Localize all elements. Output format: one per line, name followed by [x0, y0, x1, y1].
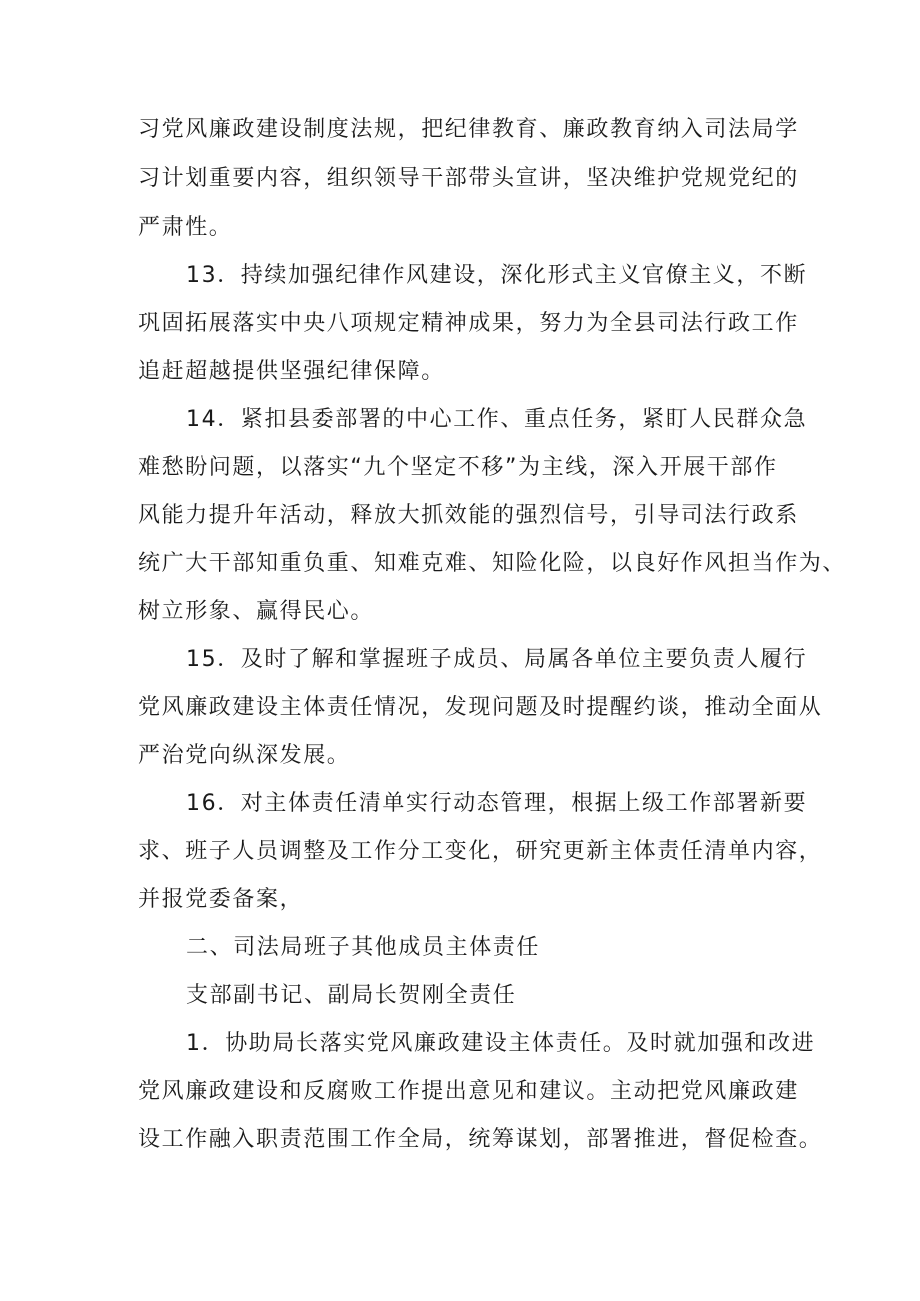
text-line-8: 难愁盼问题，以落实“九个坚定不移”为主线，深入开展干部作 — [138, 455, 778, 480]
text-line-22: 设工作融入职责范围工作全局，统筹谋划，部署推进，督促检查。 — [138, 1127, 823, 1152]
text-line-2: 习计划重要内容，组织领导干部带头宣讲，坚决维护党规党纪的 — [138, 166, 799, 191]
text-line-9: 风能力提升年活动，释放大抓效能的强烈信号，引导司法行政系 — [138, 503, 799, 528]
text-line-21: 党风廉政建设和反腐败工作提出意见和建议。主动把党风廉政建 — [138, 1079, 799, 1104]
text-line-3: 严肃性。 — [138, 215, 233, 240]
text-line-11: 树立形象、赢得民心。 — [138, 599, 375, 624]
section-heading: 二、司法局班子其他成员主体责任 — [186, 935, 541, 960]
text-line-4: 13．持续加强纪律作风建设，深化形式主义官僚主义，不断 — [186, 263, 808, 288]
text-line-1: 习党风廉政建设制度法规，把纪律教育、廉政教育纳入司法局学 — [138, 117, 799, 142]
text-line-7: 14．紧扣县委部署的中心工作、重点任务，紧盯人民群众急 — [186, 407, 808, 432]
text-line-20: 1．协助局长落实党风廉政建设主体责任。及时就加强和改进 — [186, 1031, 816, 1056]
text-line-5: 巩固拓展落实中央八项规定精神成果，努力为全县司法行政工作 — [138, 311, 799, 336]
text-line-17: 并报党委备案， — [138, 887, 304, 912]
subsection-heading: 支部副书记、副局长贺刚全责任 — [186, 983, 517, 1008]
text-line-10: 统广大干部知重负重、知难克难、知险化险，以良好作风担当作为、 — [138, 551, 847, 576]
text-line-12: 15．及时了解和掌握班子成员、局属各单位主要负责人履行 — [186, 647, 808, 672]
text-line-16: 求、班子人员调整及工作分工变化，研究更新主体责任清单内容， — [138, 839, 823, 864]
text-line-14: 严治党向纵深发展。 — [138, 743, 351, 768]
text-line-6: 追赶超越提供坚强纪律保障。 — [138, 359, 445, 384]
text-line-15: 16．对主体责任清单实行动态管理，根据上级工作部署新要 — [186, 791, 808, 816]
text-line-13: 党风廉政建设主体责任情况，发现问题及时提醒约谈，推动全面从 — [138, 695, 823, 720]
